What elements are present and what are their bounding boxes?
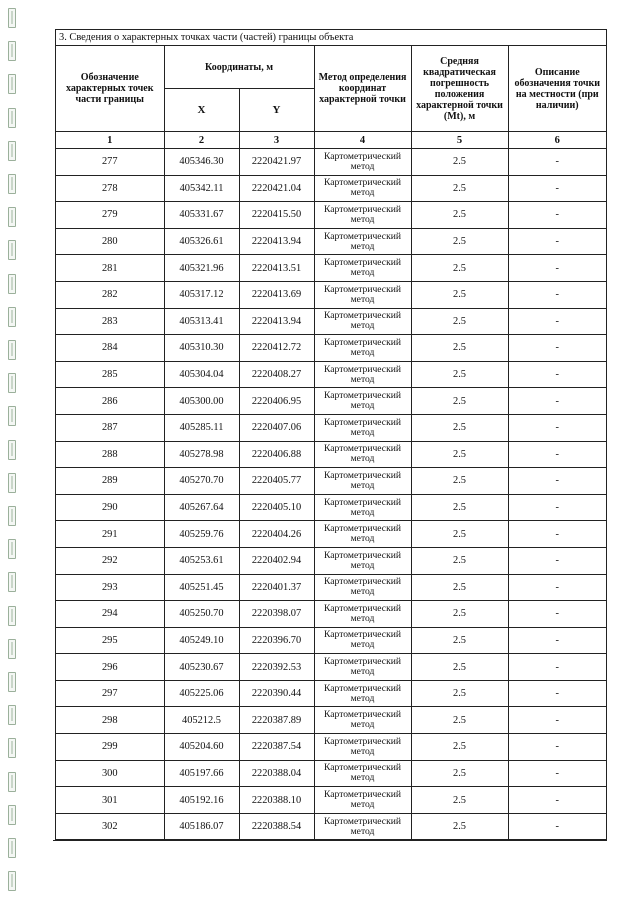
table-row <box>56 547 606 574</box>
binding-hole <box>8 639 16 659</box>
description-cell: - <box>508 521 606 548</box>
point-number-cell: 301 <box>56 787 164 814</box>
y-coordinate-cell: 2220387.54 <box>239 734 314 761</box>
description-cell: - <box>508 281 606 308</box>
column-number: 4 <box>314 132 411 149</box>
binding-hole <box>8 440 16 460</box>
method-cell: Картометрический метод <box>314 335 411 362</box>
table-row <box>56 388 606 415</box>
binding-hole <box>8 41 16 61</box>
table-row <box>56 760 606 787</box>
description-cell: - <box>508 255 606 282</box>
table-row <box>56 494 606 521</box>
point-number-cell: 277 <box>56 149 164 176</box>
method-cell: Картометрический метод <box>314 601 411 628</box>
point-number-cell: 300 <box>56 760 164 787</box>
method-cell: Картометрический метод <box>314 734 411 761</box>
x-coordinate-cell: 405250.70 <box>164 601 239 628</box>
y-coordinate-cell: 2220413.69 <box>239 281 314 308</box>
x-coordinate-cell: 405212.5 <box>164 707 239 734</box>
point-number-cell: 290 <box>56 494 164 521</box>
y-coordinate-cell: 2220406.95 <box>239 388 314 415</box>
description-cell: - <box>508 574 606 601</box>
header-designation: Обозначение характерных точек части границы <box>56 46 164 132</box>
table-row <box>56 202 606 229</box>
header-method: Метод определения координат характерной точки <box>314 46 411 132</box>
x-coordinate-cell: 405197.66 <box>164 760 239 787</box>
table-row <box>56 414 606 441</box>
x-coordinate-cell: 405230.67 <box>164 654 239 681</box>
description-cell: - <box>508 441 606 468</box>
error-cell: 2.5 <box>411 308 508 335</box>
y-coordinate-cell: 2220402.94 <box>239 547 314 574</box>
y-coordinate-cell: 2220421.97 <box>239 149 314 176</box>
y-coordinate-cell: 2220407.06 <box>239 414 314 441</box>
table-row <box>56 441 606 468</box>
binding-hole <box>8 207 16 227</box>
description-cell: - <box>508 760 606 787</box>
error-cell: 2.5 <box>411 787 508 814</box>
table-row <box>56 707 606 734</box>
x-coordinate-cell: 405331.67 <box>164 202 239 229</box>
point-number-cell: 279 <box>56 202 164 229</box>
binding-hole <box>8 108 16 128</box>
table-row <box>56 574 606 601</box>
error-cell: 2.5 <box>411 175 508 202</box>
x-coordinate-cell: 405304.04 <box>164 361 239 388</box>
binding-hole <box>8 672 16 692</box>
binding-hole <box>8 705 16 725</box>
method-cell: Картометрический метод <box>314 707 411 734</box>
y-coordinate-cell: 2220401.37 <box>239 574 314 601</box>
binding-hole <box>8 406 16 426</box>
description-cell: - <box>508 335 606 362</box>
point-number-cell: 289 <box>56 468 164 495</box>
method-cell: Картометрический метод <box>314 787 411 814</box>
binding-hole <box>8 805 16 825</box>
x-coordinate-cell: 405285.11 <box>164 414 239 441</box>
y-coordinate-cell: 2220388.54 <box>239 813 314 840</box>
binding-hole <box>8 340 16 360</box>
error-cell: 2.5 <box>411 547 508 574</box>
description-cell: - <box>508 734 606 761</box>
x-coordinate-cell: 405313.41 <box>164 308 239 335</box>
y-coordinate-cell: 2220406.88 <box>239 441 314 468</box>
description-cell: - <box>508 228 606 255</box>
binding-hole <box>8 8 16 28</box>
description-cell: - <box>508 627 606 654</box>
error-cell: 2.5 <box>411 468 508 495</box>
method-cell: Картометрический метод <box>314 175 411 202</box>
x-coordinate-cell: 405249.10 <box>164 627 239 654</box>
description-cell: - <box>508 601 606 628</box>
point-number-cell: 298 <box>56 707 164 734</box>
x-coordinate-cell: 405321.96 <box>164 255 239 282</box>
x-coordinate-cell: 405300.00 <box>164 388 239 415</box>
table-row <box>56 468 606 495</box>
column-number: 1 <box>56 132 164 149</box>
y-coordinate-cell: 2220404.26 <box>239 521 314 548</box>
error-cell: 2.5 <box>411 707 508 734</box>
description-cell: - <box>508 680 606 707</box>
method-cell: Картометрический метод <box>314 468 411 495</box>
y-coordinate-cell: 2220405.77 <box>239 468 314 495</box>
header-coordinates: Координаты, м <box>164 46 314 89</box>
y-coordinate-cell: 2220405.10 <box>239 494 314 521</box>
table-row <box>56 308 606 335</box>
error-cell: 2.5 <box>411 601 508 628</box>
point-number-cell: 293 <box>56 574 164 601</box>
point-number-cell: 278 <box>56 175 164 202</box>
point-number-cell: 287 <box>56 414 164 441</box>
y-coordinate-cell: 2220421.04 <box>239 175 314 202</box>
y-coordinate-cell: 2220388.10 <box>239 787 314 814</box>
error-cell: 2.5 <box>411 521 508 548</box>
table-row <box>56 335 606 362</box>
description-cell: - <box>508 547 606 574</box>
column-number: 6 <box>508 132 606 149</box>
binding-hole <box>8 572 16 592</box>
description-cell: - <box>508 468 606 495</box>
binding-hole <box>8 506 16 526</box>
table-row <box>56 813 606 840</box>
x-coordinate-cell: 405270.70 <box>164 468 239 495</box>
x-coordinate-cell: 405204.60 <box>164 734 239 761</box>
x-coordinate-cell: 405310.30 <box>164 335 239 362</box>
method-cell: Картометрический метод <box>314 627 411 654</box>
error-cell: 2.5 <box>411 228 508 255</box>
description-cell: - <box>508 494 606 521</box>
binding-hole <box>8 838 16 858</box>
method-cell: Картометрический метод <box>314 308 411 335</box>
point-number-cell: 286 <box>56 388 164 415</box>
boundary-points-table <box>56 46 606 840</box>
error-cell: 2.5 <box>411 202 508 229</box>
description-cell: - <box>508 308 606 335</box>
header-error: Средняя квадратическая погрешность положения характерной точки (Mt), м <box>411 46 508 132</box>
section-title: 3. Сведения о характерных точках части (частей) границы объекта <box>56 30 606 46</box>
binding-hole <box>8 871 16 891</box>
binding-hole <box>8 141 16 161</box>
error-cell: 2.5 <box>411 494 508 521</box>
x-coordinate-cell: 405251.45 <box>164 574 239 601</box>
boundary-points-sheet <box>55 29 607 841</box>
point-number-cell: 294 <box>56 601 164 628</box>
table-row <box>56 228 606 255</box>
point-number-cell: 285 <box>56 361 164 388</box>
method-cell: Картометрический метод <box>314 494 411 521</box>
description-cell: - <box>508 654 606 681</box>
point-number-cell: 299 <box>56 734 164 761</box>
point-number-cell: 302 <box>56 813 164 840</box>
description-cell: - <box>508 175 606 202</box>
method-cell: Картометрический метод <box>314 255 411 282</box>
point-number-cell: 282 <box>56 281 164 308</box>
table-row <box>56 521 606 548</box>
table-row <box>56 654 606 681</box>
column-number: 5 <box>411 132 508 149</box>
y-coordinate-cell: 2220387.89 <box>239 707 314 734</box>
error-cell: 2.5 <box>411 388 508 415</box>
method-cell: Картометрический метод <box>314 654 411 681</box>
table-row <box>56 175 606 202</box>
binding-hole <box>8 274 16 294</box>
point-number-cell: 296 <box>56 654 164 681</box>
y-coordinate-cell: 2220390.44 <box>239 680 314 707</box>
point-number-cell: 281 <box>56 255 164 282</box>
point-number-cell: 288 <box>56 441 164 468</box>
method-cell: Картометрический метод <box>314 228 411 255</box>
description-cell: - <box>508 202 606 229</box>
error-cell: 2.5 <box>411 734 508 761</box>
error-cell: 2.5 <box>411 281 508 308</box>
method-cell: Картометрический метод <box>314 574 411 601</box>
y-coordinate-cell: 2220413.51 <box>239 255 314 282</box>
error-cell: 2.5 <box>411 361 508 388</box>
header-description: Описание обозначения точки на местности (при наличии) <box>508 46 606 132</box>
description-cell: - <box>508 414 606 441</box>
y-coordinate-cell: 2220408.27 <box>239 361 314 388</box>
y-coordinate-cell: 2220413.94 <box>239 308 314 335</box>
error-cell: 2.5 <box>411 255 508 282</box>
method-cell: Картометрический метод <box>314 202 411 229</box>
point-number-cell: 295 <box>56 627 164 654</box>
binding-hole <box>8 174 16 194</box>
point-number-cell: 291 <box>56 521 164 548</box>
y-coordinate-cell: 2220413.94 <box>239 228 314 255</box>
x-coordinate-cell: 405278.98 <box>164 441 239 468</box>
table-body <box>56 149 606 840</box>
description-cell: - <box>508 707 606 734</box>
error-cell: 2.5 <box>411 335 508 362</box>
x-coordinate-cell: 405326.61 <box>164 228 239 255</box>
error-cell: 2.5 <box>411 813 508 840</box>
binding-hole <box>8 772 16 792</box>
x-coordinate-cell: 405186.07 <box>164 813 239 840</box>
y-coordinate-cell: 2220412.72 <box>239 335 314 362</box>
y-coordinate-cell: 2220398.07 <box>239 601 314 628</box>
binding-holes <box>0 0 26 905</box>
y-coordinate-cell: 2220392.53 <box>239 654 314 681</box>
table-row <box>56 149 606 176</box>
point-number-cell: 297 <box>56 680 164 707</box>
description-cell: - <box>508 388 606 415</box>
method-cell: Картометрический метод <box>314 813 411 840</box>
table-row <box>56 680 606 707</box>
x-coordinate-cell: 405342.11 <box>164 175 239 202</box>
y-coordinate-cell: 2220415.50 <box>239 202 314 229</box>
description-cell: - <box>508 149 606 176</box>
method-cell: Картометрический метод <box>314 149 411 176</box>
column-number: 3 <box>239 132 314 149</box>
y-coordinate-cell: 2220388.04 <box>239 760 314 787</box>
point-number-cell: 284 <box>56 335 164 362</box>
error-cell: 2.5 <box>411 627 508 654</box>
table-row <box>56 255 606 282</box>
binding-hole <box>8 473 16 493</box>
point-number-cell: 292 <box>56 547 164 574</box>
header-x: X <box>164 89 239 132</box>
binding-hole <box>8 606 16 626</box>
description-cell: - <box>508 787 606 814</box>
binding-hole <box>8 74 16 94</box>
table-row <box>56 361 606 388</box>
table-row <box>56 281 606 308</box>
y-coordinate-cell: 2220396.70 <box>239 627 314 654</box>
binding-hole <box>8 373 16 393</box>
error-cell: 2.5 <box>411 574 508 601</box>
x-coordinate-cell: 405267.64 <box>164 494 239 521</box>
binding-hole <box>8 307 16 327</box>
method-cell: Картометрический метод <box>314 547 411 574</box>
table-row <box>56 601 606 628</box>
column-number: 2 <box>164 132 239 149</box>
error-cell: 2.5 <box>411 149 508 176</box>
error-cell: 2.5 <box>411 654 508 681</box>
method-cell: Картометрический метод <box>314 361 411 388</box>
footer-rule <box>53 840 604 841</box>
point-number-cell: 283 <box>56 308 164 335</box>
method-cell: Картометрический метод <box>314 521 411 548</box>
binding-hole <box>8 738 16 758</box>
method-cell: Картометрический метод <box>314 388 411 415</box>
x-coordinate-cell: 405259.76 <box>164 521 239 548</box>
table-row <box>56 627 606 654</box>
binding-hole <box>8 240 16 260</box>
method-cell: Картометрический метод <box>314 680 411 707</box>
error-cell: 2.5 <box>411 680 508 707</box>
error-cell: 2.5 <box>411 414 508 441</box>
description-cell: - <box>508 813 606 840</box>
method-cell: Картометрический метод <box>314 760 411 787</box>
table-row <box>56 734 606 761</box>
header-y: Y <box>239 89 314 132</box>
method-cell: Картометрический метод <box>314 414 411 441</box>
method-cell: Картометрический метод <box>314 281 411 308</box>
x-coordinate-cell: 405225.06 <box>164 680 239 707</box>
x-coordinate-cell: 405192.16 <box>164 787 239 814</box>
point-number-cell: 280 <box>56 228 164 255</box>
error-cell: 2.5 <box>411 441 508 468</box>
description-cell: - <box>508 361 606 388</box>
x-coordinate-cell: 405317.12 <box>164 281 239 308</box>
x-coordinate-cell: 405253.61 <box>164 547 239 574</box>
binding-hole <box>8 539 16 559</box>
error-cell: 2.5 <box>411 760 508 787</box>
x-coordinate-cell: 405346.30 <box>164 149 239 176</box>
table-row <box>56 787 606 814</box>
method-cell: Картометрический метод <box>314 441 411 468</box>
